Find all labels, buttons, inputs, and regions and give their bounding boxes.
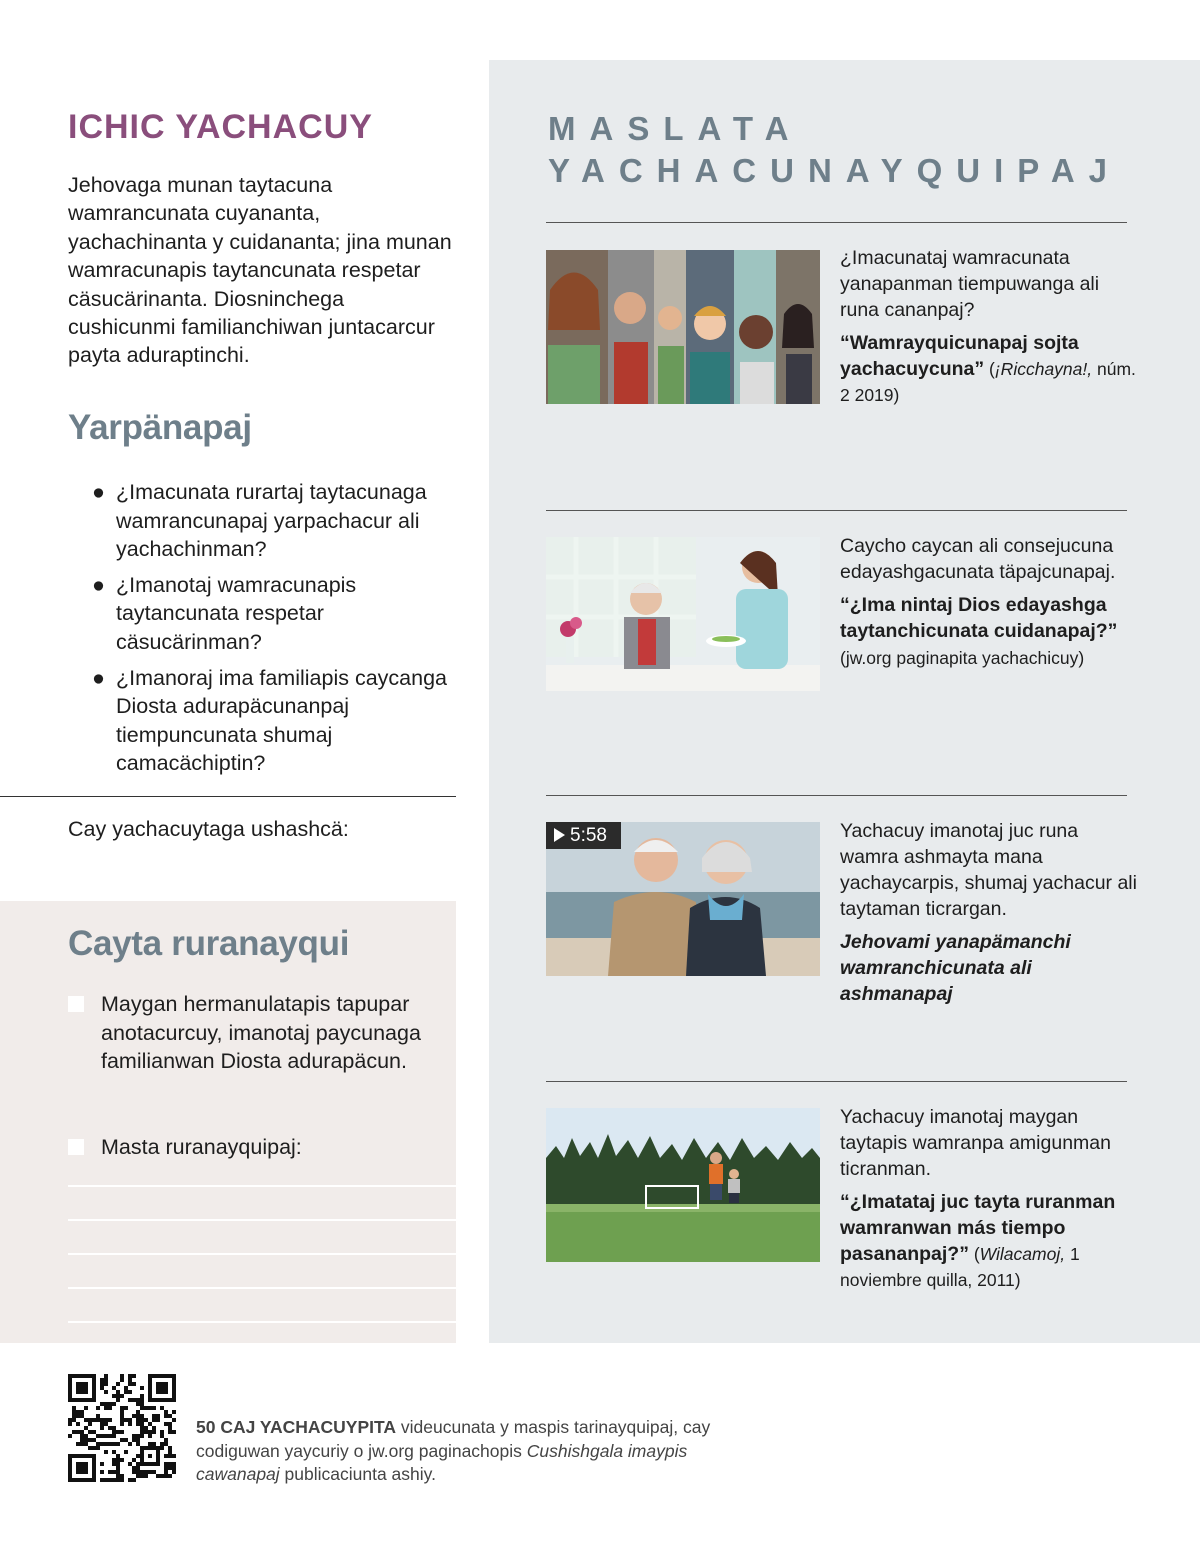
divider: [546, 222, 1127, 223]
resource-item: [840, 818, 1140, 1007]
review-heading: Yarpänapaj: [68, 408, 252, 447]
learned-label: Cay yachacuytaga ushashcä:: [68, 817, 349, 841]
writing-line[interactable]: [68, 1185, 456, 1187]
bullet-icon: ●: [92, 480, 105, 504]
goal-item: [68, 990, 438, 1076]
father-son-soccer-field-image[interactable]: [546, 1108, 820, 1262]
bullet-icon: ●: [92, 665, 105, 690]
checkbox[interactable]: [68, 1139, 84, 1155]
divider: [0, 796, 456, 797]
goal-item-text: Masta ruranayquipaj:: [101, 1135, 302, 1159]
writing-line[interactable]: [68, 1253, 456, 1255]
resource-description: Yachacuy imanotaj juc runa wamra ashmayta mana yachaycarpis, shumaj yachacur ali taytaman ticrargan.: [840, 820, 1137, 920]
resource-source: núm. 2 2019): [840, 359, 1136, 405]
goal-item-text: Maygan hermanulatapis tapupar anotacurcuy, imanotaj paycunaga familianwan Diosta adurapäcun.: [101, 992, 421, 1074]
resource-title[interactable]: “Wamrayquicunapaj sojta yachacuycuna”: [840, 332, 1079, 380]
play-icon: [554, 828, 565, 842]
resource-source: (jw.org paginapita yachachicuy): [840, 648, 1085, 668]
goal-box: [0, 901, 456, 1343]
resource-description: Yachacuy imanotaj maygan taytapis wamranpa amigunman ticranman.: [840, 1106, 1111, 1180]
children-portraits-image[interactable]: [546, 250, 820, 404]
divider: [546, 510, 1127, 511]
resource-description: Caycho caycan ali consejucuna edayashgacunata täpajcunapaj.: [840, 535, 1116, 583]
goal-item: [68, 1133, 438, 1162]
summary-heading: ICHIC YACHACUY: [68, 108, 373, 146]
further-study-heading: MASLATA YACHACUNAYQUIPAJ: [548, 110, 1122, 189]
checkbox[interactable]: [68, 996, 84, 1012]
goal-heading: Cayta ruranayqui: [68, 924, 350, 963]
review-question: ● ¿Imanoraj ima familiapis caycanga Diosta adurapäcunanpaj tiempuncunata shumaj camacächiptin?: [92, 665, 447, 776]
resource-item: Yachacuy imanotaj maygan taytapis wamranpa amigunman ticranman. “¿Imatataj juc tayta ruranman wamranwan más tiempo pasananpaj?” (Wilacamoj, 1 noviembre quilla, 2011): [840, 1104, 1140, 1293]
resource-title[interactable]: “¿Ima nintaj Dios edayashga taytanchicunata cuidanapaj?”: [840, 594, 1118, 642]
review-questions: [92, 478, 452, 785]
bullet-icon: ●: [92, 572, 105, 597]
resource-item: [840, 533, 1140, 671]
divider: [546, 1081, 1127, 1082]
writing-line[interactable]: [68, 1287, 456, 1289]
qr-code[interactable]: [68, 1374, 176, 1482]
divider: [546, 795, 1127, 796]
review-question: ● ¿Imacunata rurartaj taytacunaga wamrancunapaj yarpachacur ali yachachinman?: [92, 480, 427, 562]
review-question: ● ¿Imanotaj wamracunapis taytancunata respetar cäsucärinman?: [92, 572, 357, 654]
resource-description: ¿Imacunataj wamracunata yanapanman tiempuwanga ali runa cananpaj?: [840, 247, 1100, 321]
footer-note: 50 CAJ YACHACUYPITA videucunata y maspis tarinayquipaj, cay codiguwan yaycuriy o jw.org paginachopis Cushishgala imaypis cawanapaj publicaciunta ashiy.: [196, 1417, 711, 1484]
resource-title[interactable]: “¿Imatataj juc tayta ruranman wamranwan más tiempo pasananpaj?”: [840, 1191, 1116, 1265]
writing-line[interactable]: [68, 1321, 456, 1323]
writing-line[interactable]: [68, 1219, 456, 1221]
woman-serving-elderly-mother-image[interactable]: [546, 537, 820, 691]
video-duration-badge[interactable]: 5:58: [546, 822, 621, 849]
resource-title[interactable]: Jehovami yanapämanchi wamranchicunata ali ashmanapaj: [840, 931, 1071, 1005]
resource-item: ¿Imacunataj wamracunata yanapanman tiempuwanga ali runa cananpaj? “Wamrayquicunapaj sojta yachacuycuna” (¡Ricchayna!, núm. 2 2019): [840, 245, 1140, 408]
resource-source: 1 noviembre quilla, 2011): [840, 1244, 1080, 1290]
summary-text: Jehovaga munan taytacuna wamrancunata cuyananta, yachachinanta y cuidananta; jina munan wamracunapis taytancunata respetar cäsucärinanta. Diosninchega cushicunmi familianchiwan juntacarcur payta aduraptinchi.: [68, 173, 452, 368]
